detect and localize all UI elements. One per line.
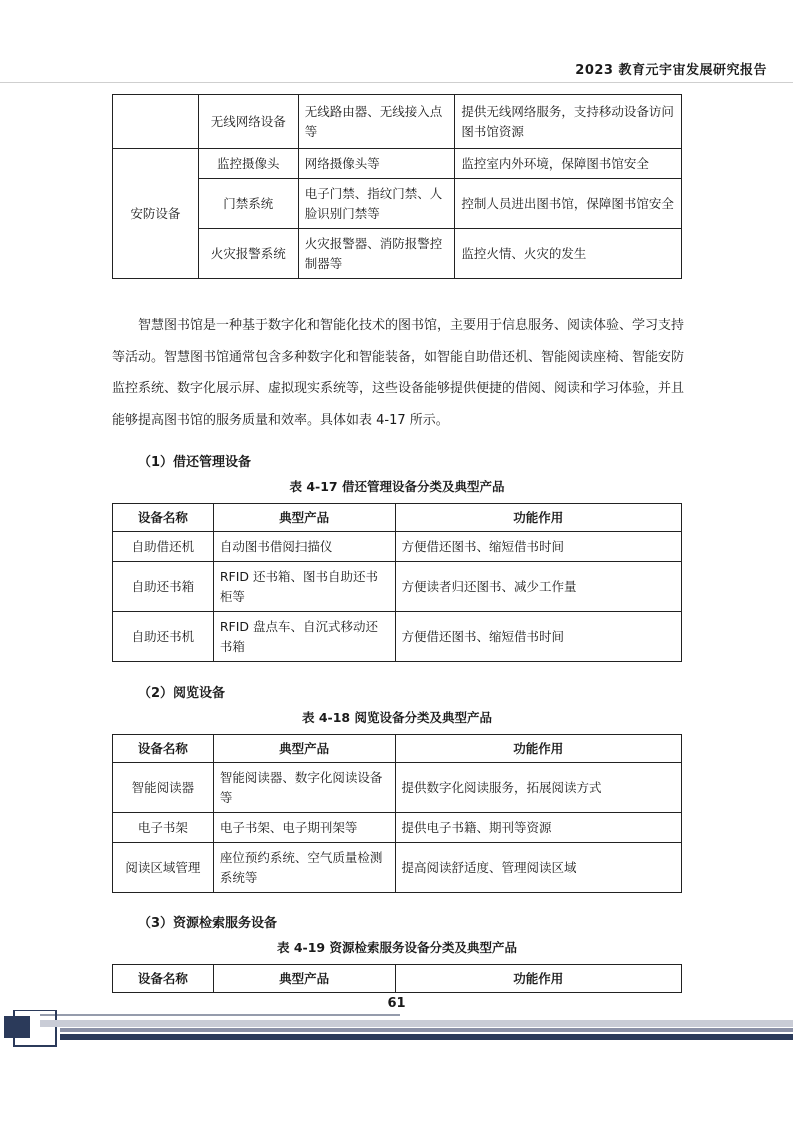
table-cell: 控制人员进出图书馆，保障图书馆安全 — [455, 179, 682, 229]
table-row — [113, 149, 682, 179]
column-header: 设备名称 — [113, 965, 214, 993]
table-4-18 — [112, 734, 682, 893]
table-cell: 电子书架 — [113, 813, 214, 843]
table-row — [113, 763, 682, 813]
table-row — [113, 562, 682, 612]
paragraph-text: 智慧图书馆是一种基于数字化和智能化技术的图书馆，主要用于信息服务、阅读体验、学习支持等活动。智慧图书馆通常包含多种数字化和智能装备，如智能自助借还机、智能阅读座椅、智能安防监控系统、数字化展示屏、虚拟现实系统等，这些设备能够提供便捷的借阅、阅读和学习体验，并且能够提高图书馆的服务质量和效率。具体如表 4-17 所示。 — [112, 318, 685, 428]
table-row — [113, 813, 682, 843]
column-header: 典型产品 — [213, 504, 395, 532]
table-cell: 自助还书机 — [113, 612, 214, 662]
table-caption: 表 4-17 借还管理设备分类及典型产品 — [289, 479, 505, 494]
running-header: 2023 教育元宇宙发展研究报告 — [575, 63, 767, 78]
table-cell: 方便读者归还图书、减少工作量 — [395, 562, 681, 612]
section-heading: （3）资源检索服务设备 — [138, 916, 278, 931]
top-table — [112, 94, 682, 279]
table-row — [113, 532, 682, 562]
table-caption: 表 4-18 阅览设备分类及典型产品 — [302, 710, 492, 725]
footer-decoration — [0, 1010, 793, 1058]
table-cell: 提高阅读舒适度、管理阅读区域 — [395, 843, 681, 893]
table-cell: 网络摄像头等 — [298, 149, 455, 179]
table-row — [113, 843, 682, 893]
table-cell: 方便借还图书、缩短借书时间 — [395, 532, 681, 562]
table-cell: RFID 还书箱、图书自助还书柜等 — [213, 562, 395, 612]
table-header-row — [113, 504, 682, 532]
column-header: 典型产品 — [213, 965, 395, 993]
table-cell: 座位预约系统、空气质量检测系统等 — [213, 843, 395, 893]
table-caption: 表 4-19 资源检索服务设备分类及典型产品 — [277, 940, 517, 955]
table-cell: 智能阅读器 — [113, 763, 214, 813]
table-cell: 提供无线网络服务，支持移动设备访问图书馆资源 — [455, 95, 682, 149]
table-header-row — [113, 965, 682, 993]
table-cell: 无线网络设备 — [198, 95, 298, 149]
table-cell: 自动图书借阅扫描仪 — [213, 532, 395, 562]
table-cell: 自助借还机 — [113, 532, 214, 562]
table-cell: 无线路由器、无线接入点等 — [298, 95, 455, 149]
column-header: 典型产品 — [213, 735, 395, 763]
table-cell: 提供数字化阅读服务，拓展阅读方式 — [395, 763, 681, 813]
table-cell: 监控摄像头 — [198, 149, 298, 179]
table-cell-category: 安防设备 — [113, 149, 199, 279]
section-heading: （2）阅览设备 — [138, 686, 226, 701]
table-row — [113, 179, 682, 229]
column-header: 设备名称 — [113, 504, 214, 532]
table-row — [113, 229, 682, 279]
table-cell: 监控火情、火灾的发生 — [455, 229, 682, 279]
table-4-17 — [112, 503, 682, 662]
table-row — [113, 95, 682, 149]
table-cell: 方便借还图书、缩短借书时间 — [395, 612, 681, 662]
table-cell: 监控室内外环境，保障图书馆安全 — [455, 149, 682, 179]
column-header: 设备名称 — [113, 735, 214, 763]
body-paragraph — [112, 310, 684, 436]
table-cell: 智能阅读器、数字化阅读设备等 — [213, 763, 395, 813]
table-cell: 提供电子书籍、期刊等资源 — [395, 813, 681, 843]
header-rule — [0, 82, 793, 83]
table-4-19 — [112, 964, 682, 993]
table-cell: 自助还书箱 — [113, 562, 214, 612]
table-cell: RFID 盘点车、自沉式移动还书箱 — [213, 612, 395, 662]
column-header: 功能作用 — [395, 504, 681, 532]
table-cell: 电子书架、电子期刊架等 — [213, 813, 395, 843]
column-header: 功能作用 — [395, 735, 681, 763]
section-heading: （1）借还管理设备 — [138, 455, 252, 470]
table-cell: 电子门禁、指纹门禁、人脸识别门禁等 — [298, 179, 455, 229]
table-row — [113, 612, 682, 662]
table-cell: 火灾报警器、消防报警控制器等 — [298, 229, 455, 279]
table-cell — [113, 95, 199, 149]
table-header-row — [113, 735, 682, 763]
page-number: 61 — [387, 996, 406, 1011]
column-header: 功能作用 — [395, 965, 681, 993]
table-cell: 门禁系统 — [198, 179, 298, 229]
table-cell: 阅读区域管理 — [113, 843, 214, 893]
table-cell: 火灾报警系统 — [198, 229, 298, 279]
